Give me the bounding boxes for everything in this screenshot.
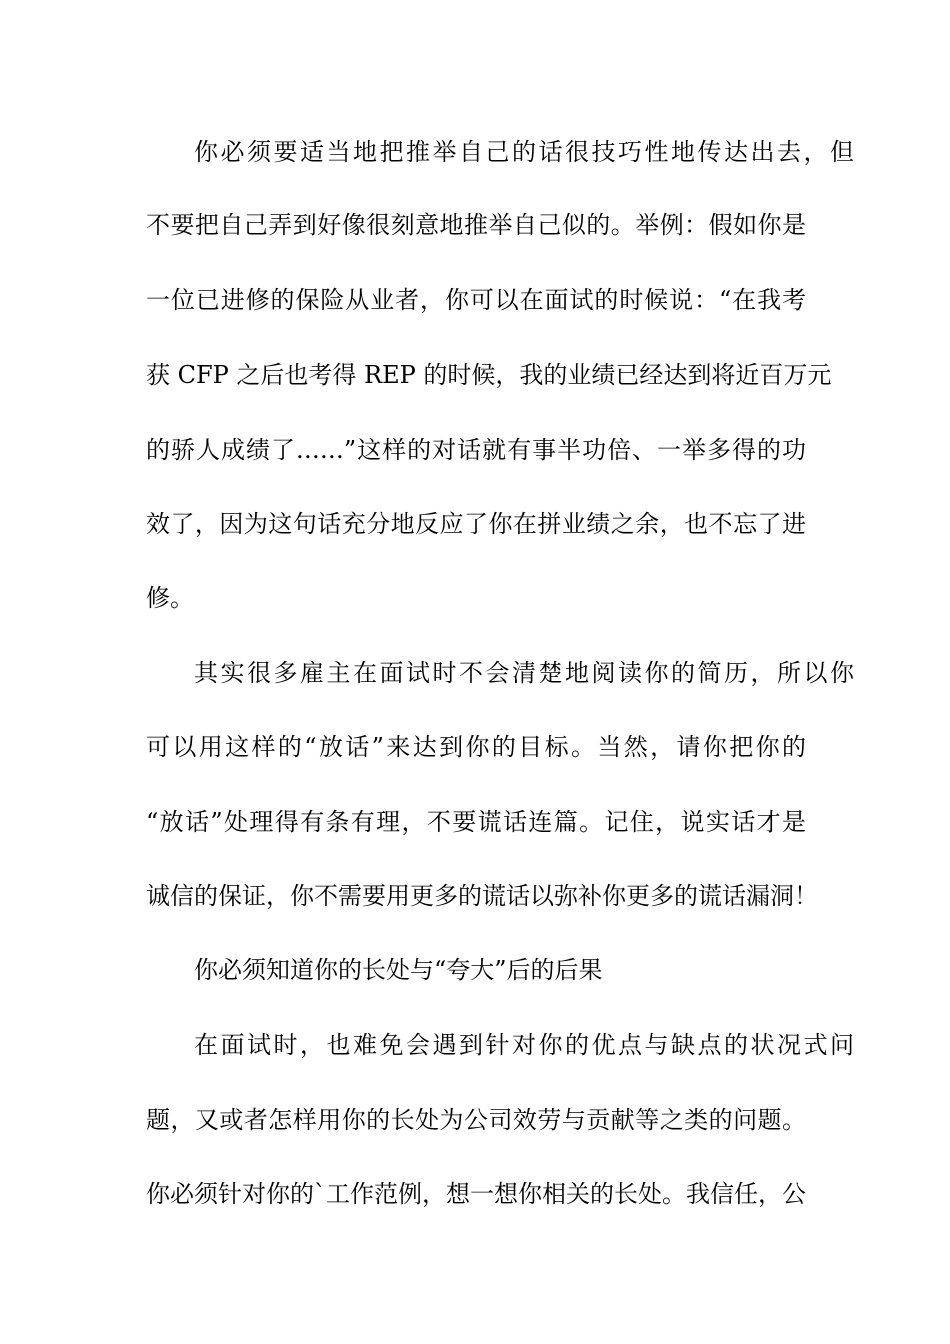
- paragraph-1-line-1: 你必须要适当地把推举自己的话很技巧性地传达出去，但: [194, 138, 854, 166]
- paragraph-2-line-3: “放话”处理得有条有理，不要谎话连篇。记住，说实话才是: [146, 808, 806, 836]
- section-heading: 你必须知道你的长处与“夸大”后的后果: [194, 956, 603, 984]
- paragraph-3-line-3: 你必须针对你的`工作范例，想一想你相关的长处。我信任，公: [146, 1180, 806, 1208]
- paragraph-1-line-7: 修。: [146, 584, 194, 612]
- paragraph-1-line-4: 获 CFP 之后也考得 REP 的时候，我的业绩已经达到将近百万元: [146, 361, 832, 389]
- paragraph-1-line-2: 不要把自己弄到好像很刻意地推举自己似的。举例：假如你是: [146, 211, 806, 239]
- paragraph-3-line-2: 题，又或者怎样用你的长处为公司效劳与贡献等之类的问题。: [146, 1106, 806, 1134]
- paragraph-1-line-3: 一位已进修的保险从业者，你可以在面试的时候说：“在我考: [146, 286, 806, 314]
- paragraph-2-line-2: 可以用这样的“放话”来达到你的目标。当然，请你把你的: [146, 733, 806, 761]
- paragraph-2-line-1: 其实很多雇主在面试时不会清楚地阅读你的简历，所以你: [194, 659, 854, 687]
- paragraph-2-line-4: 诚信的保证，你不需要用更多的谎话以弥补你更多的谎话漏洞！: [146, 882, 818, 910]
- paragraph-1-line-6: 效了，因为这句话充分地反应了你在拼业绩之余，也不忘了进: [146, 510, 806, 538]
- paragraph-3-line-1: 在面试时，也难免会遇到针对你的优点与缺点的状况式问: [194, 1031, 854, 1059]
- paragraph-1-line-5: 的骄人成绩了……”这样的对话就有事半功倍、一举多得的功: [146, 436, 806, 464]
